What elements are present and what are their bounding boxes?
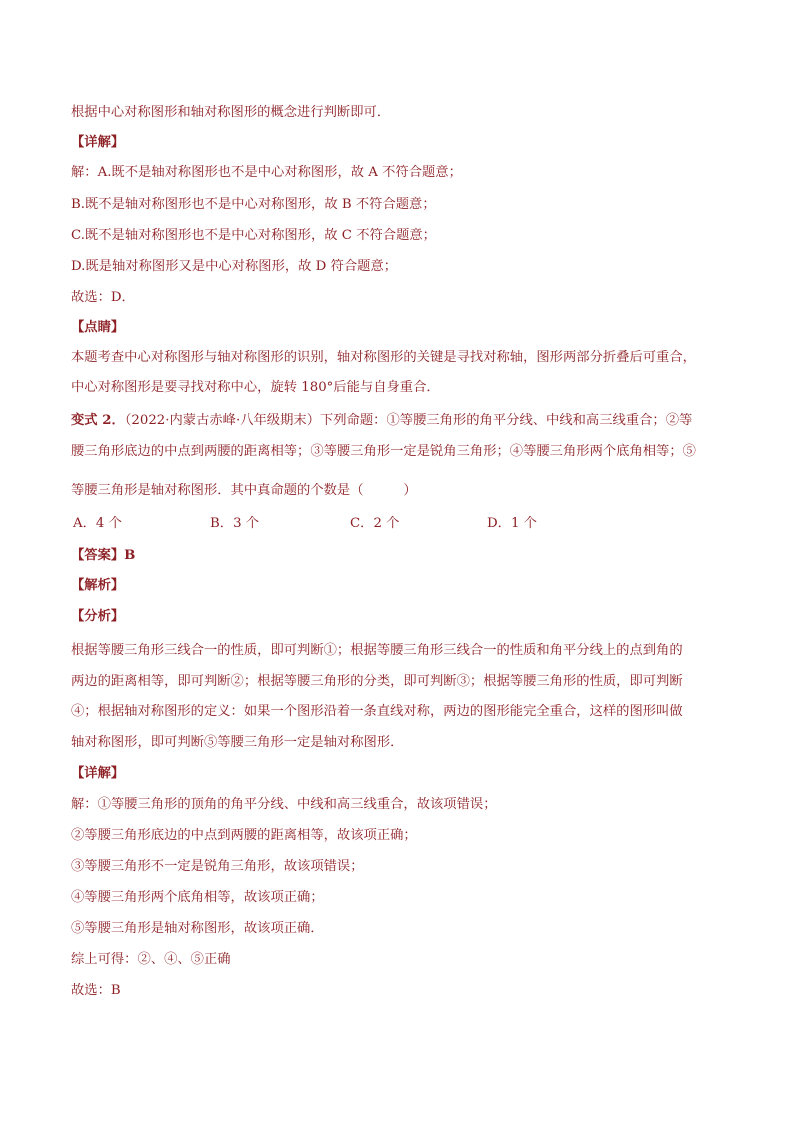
prev-detail-heading: 【详解】 <box>71 135 125 150</box>
solution-detail-line: ⑤等腰三角形是轴对称图形，故该项正确． <box>71 921 324 936</box>
question-line-1 <box>71 412 692 430</box>
option-d: D．1 个 <box>487 516 537 531</box>
analysis-line: 两边的距离相等，即可判断②；根据等腰三角形的分类，即可判断③；根据等腰三角形的性质，即可判断 <box>71 674 683 689</box>
solution-detail-line: 故选：B <box>71 983 121 998</box>
prev-comment-line: 中心对称图形是要寻找对称中心，旋转 180°后能与自身重合． <box>71 380 440 395</box>
solution-detail-line: 综上可得：②、④、⑤正确 <box>71 952 231 967</box>
question-text-line-2: 腰三角形底边的中点到两腰的距离相等；③等腰三角形一定是锐角三角形；④等腰三角形两个底角相等；⑤ <box>71 444 696 459</box>
prev-detail-line: 解：A.既不是轴对称图形也不是中心对称图形，故 A 不符合题意； <box>71 165 462 180</box>
solution-detail-line: ③等腰三角形不一定是锐角三角形，故该项错误； <box>71 859 364 874</box>
option-c: C．2 个 <box>350 516 400 531</box>
analysis-line: 轴对称图形，即可判断⑤等腰三角形一定是轴对称图形． <box>71 735 404 750</box>
solution-detail-line: ④等腰三角形两个底角相等，故该项正确； <box>71 890 324 905</box>
question-label: 变式 2． <box>71 413 125 428</box>
prev-detail-line: 故选：D． <box>71 290 135 305</box>
analysis-heading: 【分析】 <box>71 609 125 624</box>
analysis-line: ④；根据轴对称图形的定义：如果一个图形沿着一条直线对称，两边的图形能完全重合，这样的图形叫做 <box>71 704 683 719</box>
prev-comment-line: 本题考查中心对称图形与轴对称图形的识别，轴对称图形的关键是寻找对称轴，图形两部分折叠后可重合， <box>71 350 696 365</box>
option-b: B．3 个 <box>210 516 260 531</box>
prev-detail-line: D.既是轴对称图形又是中心对称图形，故 D 符合题意； <box>71 259 398 274</box>
question-source: （2022·内蒙古赤峰·八年级期末） <box>124 413 320 428</box>
prev-analysis-tail: 根据中心对称图形和轴对称图形的概念进行判断即可． <box>71 105 391 120</box>
solution-heading: 【解析】 <box>71 578 125 593</box>
prev-detail-line: B.既不是轴对称图形也不是中心对称图形，故 B 不符合题意； <box>71 197 436 212</box>
analysis-line: 根据等腰三角形三线合一的性质，即可判断①；根据等腰三角形三线合一的性质和角平分线上的点到角的 <box>71 643 683 658</box>
question-text-line-1: 下列命题：①等腰三角形的角平分线、中线和高三线重合；②等 <box>320 413 693 428</box>
prev-comment-heading: 【点睛】 <box>71 320 125 335</box>
solution-detail-heading: 【详解】 <box>71 766 125 781</box>
prev-detail-line: C.既不是轴对称图形也不是中心对称图形，故 C 不符合题意； <box>71 228 436 243</box>
option-a: A．4 个 <box>73 516 122 531</box>
solution-detail-line: 解：①等腰三角形的顶角的角平分线、中线和高三线重合，故该项错误； <box>71 797 497 812</box>
solution-detail-line: ②等腰三角形底边的中点到两腰的距离相等，故该项正确； <box>71 828 417 843</box>
answer-line: 【答案】B <box>71 548 136 563</box>
question-text-line-3: 等腰三角形是轴对称图形．其中真命题的个数是（ ） <box>71 483 417 498</box>
